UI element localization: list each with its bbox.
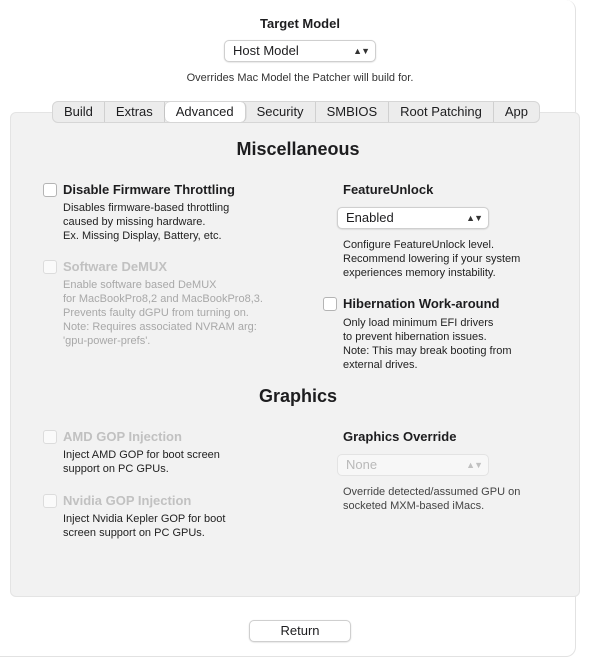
software-demux-checkbox[interactable] — [43, 260, 57, 274]
nvidia-gop-description: Inject Nvidia Kepler GOP for boot screen support on PC GPUs. — [63, 513, 226, 539]
feature-unlock-description: Configure FeatureUnlock level. Recommend lowering if your system experiences memory instability. — [343, 239, 521, 279]
hibernation-checkbox[interactable] — [323, 297, 337, 311]
chevron-up-down-icon: ▲▼ — [466, 213, 482, 223]
tab-extras[interactable]: Extras — [105, 102, 165, 122]
return-button[interactable]: Return — [249, 620, 351, 642]
graphics-override-popup[interactable] — [337, 454, 489, 476]
nvidia-gop-label[interactable]: Nvidia GOP Injection — [63, 493, 192, 508]
amd-gop-label[interactable]: AMD GOP Injection — [63, 429, 182, 444]
tab-root-patching[interactable]: Root Patching — [389, 102, 494, 122]
tab-advanced[interactable]: Advanced — [165, 102, 246, 122]
nvidia-gop-checkbox[interactable] — [43, 494, 57, 508]
hibernation-description: Only load minimum EFI drivers to prevent hibernation issues. Note: This may break booting from external drives. — [343, 317, 512, 371]
chevron-up-down-icon: ▲▼ — [353, 46, 369, 56]
software-demux-description: Enable software based DeMUX for MacBookPro8,2 and MacBookPro8,3. Prevents faulty dGPU from turning on. Note: Requires associated NVRAM arg: 'gpu-power-prefs'. — [63, 279, 263, 347]
feature-unlock-label: FeatureUnlock — [343, 182, 434, 197]
graphics-heading: Graphics — [258, 386, 338, 406]
firmware-throttling-description: Disables firmware-based throttling caused by missing hardware. Ex. Missing Display, Battery, etc. — [63, 202, 230, 242]
target-model-description: Overrides Mac Model the Patcher will build for. — [186, 72, 414, 84]
feature-unlock-value: Enabled — [346, 210, 394, 225]
target-model-title: Target Model — [260, 16, 340, 31]
tab-bar — [52, 101, 540, 123]
hibernation-label[interactable]: Hibernation Work-around — [343, 296, 500, 311]
amd-gop-description: Inject AMD GOP for boot screen support on PC GPUs. — [63, 449, 220, 475]
tab-app[interactable]: App — [504, 104, 528, 119]
tab-build[interactable]: Build — [53, 102, 105, 122]
software-demux-label[interactable]: Software DeMUX — [63, 259, 168, 274]
tab-security[interactable]: Security — [246, 102, 316, 122]
graphics-override-description: Override detected/assumed GPU on socketed MXM-based iMacs. — [343, 486, 521, 512]
target-model-popup[interactable] — [224, 40, 376, 62]
firmware-throttling-label[interactable]: Disable Firmware Throttling — [63, 182, 235, 197]
graphics-override-value: None — [346, 457, 378, 472]
chevron-up-down-icon: ▲▼ — [466, 460, 482, 470]
feature-unlock-popup[interactable] — [337, 207, 489, 229]
target-model-value: Host Model — [233, 43, 299, 58]
miscellaneous-heading: Miscellaneous — [236, 139, 360, 159]
firmware-throttling-checkbox[interactable] — [43, 183, 57, 197]
amd-gop-checkbox[interactable] — [43, 430, 57, 444]
graphics-override-label: Graphics Override — [343, 429, 457, 444]
tab-smbios[interactable]: SMBIOS — [316, 102, 390, 122]
